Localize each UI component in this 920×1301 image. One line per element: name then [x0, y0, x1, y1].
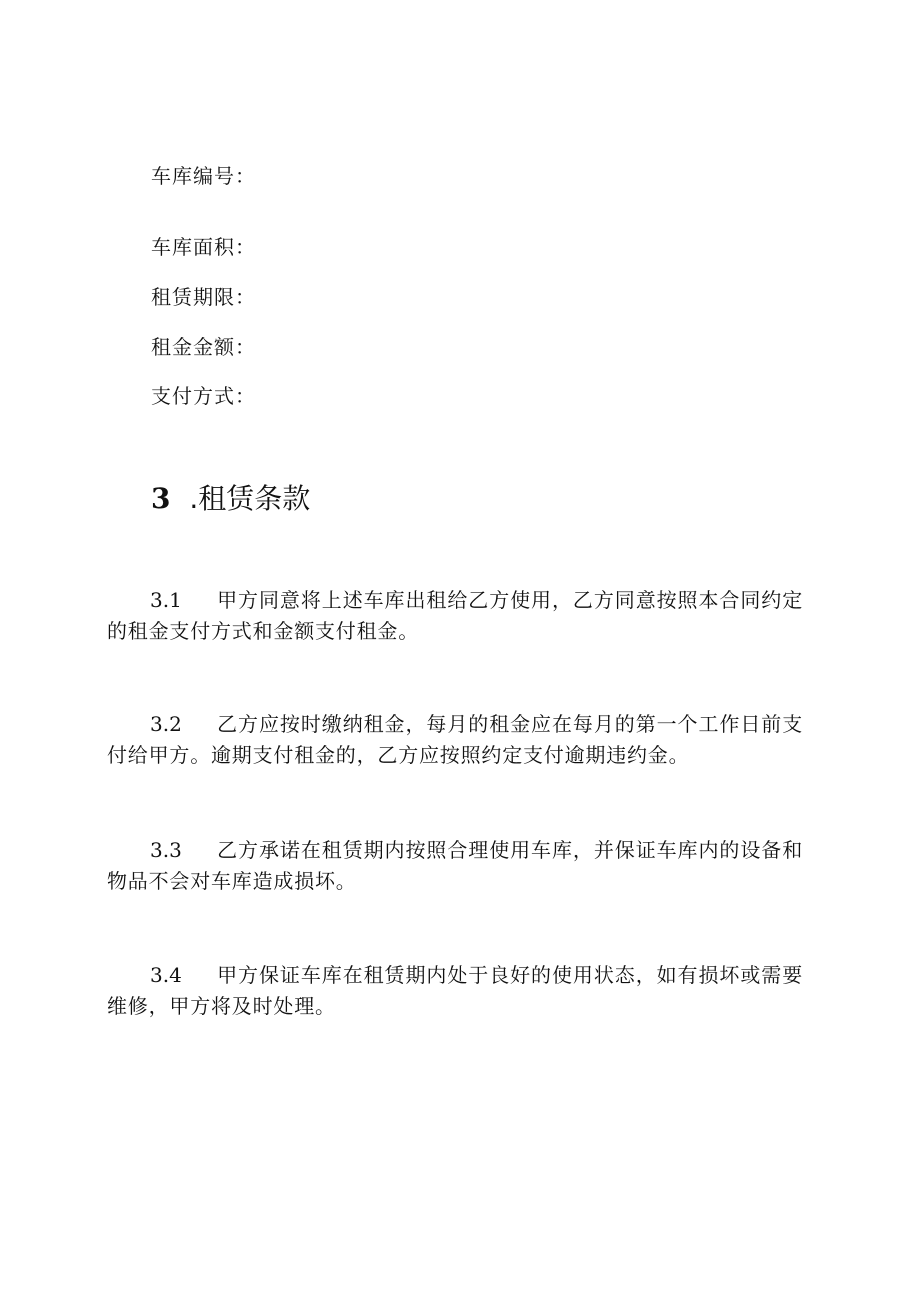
- field-payment-method-label: 支付方式：: [151, 384, 256, 408]
- section-heading: [151, 482, 310, 516]
- clause-number: 3.4: [150, 963, 182, 987]
- section-number: 3: [151, 482, 171, 515]
- field-rent-amount-label: 租金金额：: [151, 335, 256, 359]
- clause-text: 甲方保证车库在租赁期内处于良好的使用状态，如有损坏或需要维修，甲方将及时处理。: [107, 963, 803, 1018]
- field-garage-number-label: 车库编号：: [151, 164, 256, 188]
- section-title-text: .租赁条款: [189, 482, 311, 515]
- clause-number: 3.3: [150, 838, 182, 862]
- clause-3-2: [107, 709, 803, 771]
- clause-3-3: [107, 835, 803, 897]
- clause-text: 乙方应按时缴纳租金，每月的租金应在每月的第一个工作日前支付给甲方。逾期支付租金的，乙方应按照约定支付逾期违约金。: [107, 712, 803, 767]
- field-garage-area-label: 车库面积：: [151, 235, 256, 259]
- clause-number: 3.2: [150, 712, 182, 736]
- field-lease-term-label: 租赁期限：: [151, 285, 256, 309]
- clause-text: 乙方承诺在租赁期内按照合理使用车库，并保证车库内的设备和物品不会对车库造成损坏。: [107, 838, 803, 893]
- clause-3-4: [107, 960, 803, 1022]
- clause-3-1: [107, 585, 803, 647]
- clause-text: 甲方同意将上述车库出租给乙方使用，乙方同意按照本合同约定的租金支付方式和金额支付租金。: [107, 588, 803, 643]
- clause-number: 3.1: [150, 588, 182, 612]
